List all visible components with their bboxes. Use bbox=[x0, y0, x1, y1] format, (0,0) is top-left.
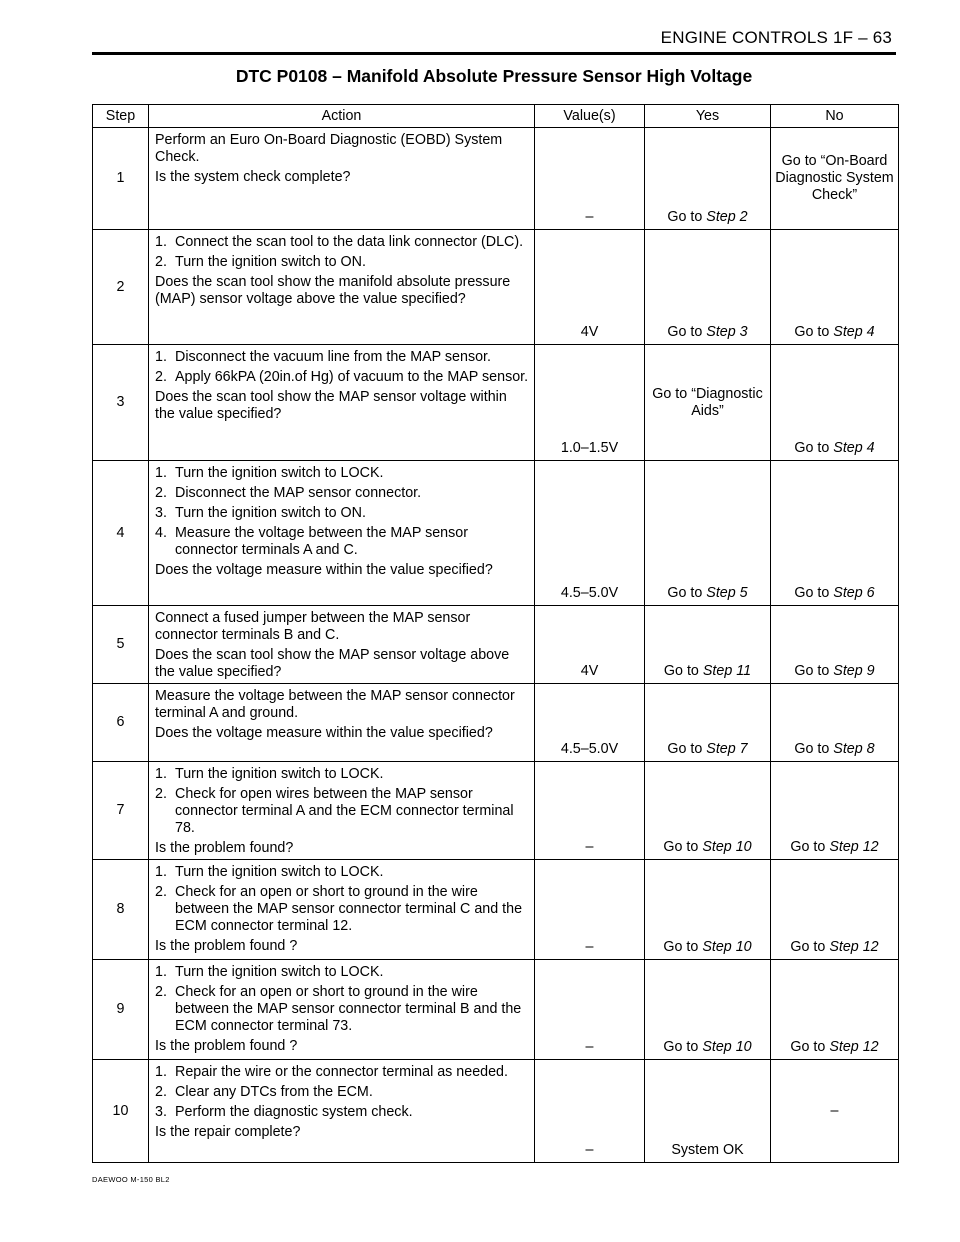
table-row bbox=[93, 230, 899, 345]
action-cell bbox=[149, 345, 535, 461]
list-item-text: Check for an open or short to ground in the wire between the MAP sensor connector terminal B and the ECM connector terminal 73. bbox=[175, 984, 522, 1034]
action-list bbox=[155, 465, 530, 559]
no-text: Go to “On-Board Diagnostic System Check” bbox=[775, 153, 894, 203]
action-list bbox=[155, 964, 530, 1035]
goto-prefix: Go to bbox=[794, 663, 834, 679]
list-item bbox=[155, 349, 530, 366]
table-row bbox=[93, 1060, 899, 1163]
section-header: ENGINE CONTROLS 1F – 63 bbox=[660, 28, 892, 47]
no-cell bbox=[771, 960, 899, 1060]
goto-prefix: Go to bbox=[790, 1039, 830, 1055]
no-cell bbox=[771, 128, 899, 230]
list-item-text: Turn the ignition switch to LOCK. bbox=[175, 465, 384, 481]
list-item-text: Turn the ignition switch to ON. bbox=[175, 505, 366, 521]
action-text: Does the scan tool show the MAP sensor voltage within the value specified? bbox=[155, 389, 507, 422]
step-reference-link[interactable]: Step 8 bbox=[833, 741, 875, 757]
action-text: Connect a fused jumper between the MAP sensor connector terminals B and C. bbox=[155, 610, 471, 643]
action-text: Does the voltage measure within the value specified? bbox=[155, 725, 493, 741]
list-item bbox=[155, 786, 530, 837]
step-number: 1 bbox=[93, 128, 149, 230]
list-item-number: 2. bbox=[155, 485, 167, 501]
table-body bbox=[93, 128, 899, 1163]
table-row bbox=[93, 345, 899, 461]
no-cell bbox=[771, 762, 899, 860]
no-cell bbox=[771, 345, 899, 461]
column-header-yes: Yes bbox=[645, 105, 771, 128]
list-item-number: 2. bbox=[155, 254, 167, 270]
list-item bbox=[155, 505, 530, 522]
list-item-text: Check for open wires between the MAP sensor connector terminal A and the ECM connector terminal 78. bbox=[175, 786, 514, 836]
table-row bbox=[93, 684, 899, 762]
list-item bbox=[155, 465, 530, 482]
step-reference-link[interactable]: Step 2 bbox=[706, 209, 748, 225]
no-cell bbox=[771, 230, 899, 345]
goto-prefix: Go to bbox=[663, 1039, 703, 1055]
list-item bbox=[155, 1104, 530, 1121]
step-reference-link[interactable]: Step 3 bbox=[706, 324, 748, 340]
yes-cell bbox=[645, 762, 771, 860]
step-reference-link[interactable]: Step 12 bbox=[829, 1039, 879, 1055]
step-reference-link[interactable]: Step 12 bbox=[829, 839, 879, 855]
goto-prefix: Go to bbox=[790, 939, 830, 955]
action-cell bbox=[149, 1060, 535, 1163]
action-cell bbox=[149, 860, 535, 960]
list-item-text: Repair the wire or the connector terminal as needed. bbox=[175, 1064, 508, 1080]
table-row bbox=[93, 762, 899, 860]
list-item-text: Turn the ignition switch to LOCK. bbox=[175, 766, 384, 782]
step-reference-link[interactable]: Step 12 bbox=[829, 939, 879, 955]
goto-prefix: Go to bbox=[794, 440, 834, 456]
list-item-number: 1. bbox=[155, 234, 167, 250]
action-list bbox=[155, 864, 530, 935]
list-item-text: Disconnect the vacuum line from the MAP sensor. bbox=[175, 349, 492, 365]
step-number: 8 bbox=[93, 860, 149, 960]
action-cell bbox=[149, 230, 535, 345]
step-number: 10 bbox=[93, 1060, 149, 1163]
step-number: 6 bbox=[93, 684, 149, 762]
step-reference-link[interactable]: Step 11 bbox=[702, 663, 752, 679]
list-item-text: Turn the ignition switch to LOCK. bbox=[175, 864, 384, 880]
yes-text: Go to “Diagnostic Aids” bbox=[652, 385, 763, 419]
action-text: Is the problem found ? bbox=[155, 1038, 298, 1054]
list-item-number: 1. bbox=[155, 964, 167, 980]
value-cell: – bbox=[535, 1060, 645, 1163]
list-item bbox=[155, 485, 530, 502]
goto-prefix: Go to bbox=[794, 741, 834, 757]
goto-prefix: Go to bbox=[794, 324, 834, 340]
yes-cell bbox=[645, 461, 771, 606]
yes-cell bbox=[645, 345, 771, 461]
list-item-number: 1. bbox=[155, 864, 167, 880]
step-number: 4 bbox=[93, 461, 149, 606]
list-item-number: 2. bbox=[155, 1084, 167, 1100]
list-item bbox=[155, 964, 530, 981]
list-item-text: Check for an open or short to ground in the wire between the MAP sensor connector terminal C and the ECM connector terminal 12. bbox=[175, 884, 523, 934]
list-item-number: 3. bbox=[155, 505, 167, 521]
list-item bbox=[155, 234, 530, 251]
goto-prefix: Go to bbox=[667, 209, 707, 225]
list-item bbox=[155, 369, 530, 386]
yes-cell bbox=[645, 606, 771, 684]
no-cell bbox=[771, 1060, 899, 1163]
list-item-number: 2. bbox=[155, 984, 167, 1000]
column-header-no: No bbox=[771, 105, 899, 128]
list-item-number: 3. bbox=[155, 1104, 167, 1120]
action-cell bbox=[149, 960, 535, 1060]
value-cell: – bbox=[535, 128, 645, 230]
action-text: Is the problem found ? bbox=[155, 938, 298, 954]
step-reference-link[interactable]: Step 4 bbox=[833, 324, 875, 340]
step-number: 2 bbox=[93, 230, 149, 345]
step-reference-link[interactable]: Step 10 bbox=[702, 939, 752, 955]
document-title: DTC P0108 – Manifold Absolute Pressure Sensor High Voltage bbox=[235, 66, 753, 86]
action-text: Is the system check complete? bbox=[155, 169, 351, 185]
yes-cell bbox=[645, 960, 771, 1060]
value-cell: – bbox=[535, 960, 645, 1060]
step-reference-link[interactable]: Step 4 bbox=[833, 440, 875, 456]
goto-prefix: Go to bbox=[794, 585, 834, 601]
action-text: Measure the voltage between the MAP sensor connector terminal A and ground. bbox=[155, 688, 515, 721]
list-item-text: Connect the scan tool to the data link connector (DLC). bbox=[175, 234, 524, 250]
action-text: Does the scan tool show the manifold absolute pressure (MAP) sensor voltage above the value specified? bbox=[155, 274, 511, 307]
no-text: – bbox=[830, 1102, 839, 1119]
goto-prefix: Go to bbox=[790, 839, 830, 855]
step-reference-link[interactable]: Step 6 bbox=[833, 585, 875, 601]
list-item-number: 4. bbox=[155, 525, 167, 541]
list-item bbox=[155, 864, 530, 881]
list-item-text: Turn the ignition switch to LOCK. bbox=[175, 964, 384, 980]
list-item bbox=[155, 884, 530, 935]
action-text: Does the voltage measure within the value specified? bbox=[155, 562, 493, 578]
list-item-text: Apply 66kPA (20in.of Hg) of vacuum to the MAP sensor. bbox=[175, 369, 529, 385]
table-row bbox=[93, 860, 899, 960]
action-list bbox=[155, 1064, 530, 1121]
action-cell bbox=[149, 762, 535, 860]
list-item-text: Disconnect the MAP sensor connector. bbox=[175, 485, 422, 501]
goto-prefix: Go to bbox=[663, 939, 703, 955]
list-item-number: 1. bbox=[155, 1064, 167, 1080]
goto-prefix: Go to bbox=[667, 324, 707, 340]
goto-prefix: Go to bbox=[667, 585, 707, 601]
step-reference-link[interactable]: Step 5 bbox=[706, 585, 748, 601]
action-cell bbox=[149, 128, 535, 230]
yes-cell bbox=[645, 1060, 771, 1163]
table-row bbox=[93, 960, 899, 1060]
action-text: Perform an Euro On-Board Diagnostic (EOBD) System Check. bbox=[155, 132, 503, 165]
page-header bbox=[92, 26, 896, 55]
list-item bbox=[155, 525, 530, 559]
action-cell bbox=[149, 606, 535, 684]
action-text: Does the scan tool show the MAP sensor voltage above the value specified? bbox=[155, 647, 510, 680]
value-cell: – bbox=[535, 860, 645, 960]
action-text: Is the repair complete? bbox=[155, 1124, 301, 1140]
diagnostic-table bbox=[92, 104, 899, 1163]
list-item bbox=[155, 984, 530, 1035]
list-item-number: 2. bbox=[155, 786, 167, 802]
step-reference-link[interactable]: Step 10 bbox=[702, 839, 752, 855]
list-item-number: 1. bbox=[155, 349, 167, 365]
yes-cell bbox=[645, 230, 771, 345]
value-cell: – bbox=[535, 762, 645, 860]
footer-code: DAEWOO M-150 BL2 bbox=[92, 1175, 170, 1184]
step-number: 7 bbox=[93, 762, 149, 860]
action-list bbox=[155, 234, 530, 271]
column-header-step: Step bbox=[93, 105, 149, 128]
value-cell: 4.5–5.0V bbox=[535, 461, 645, 606]
table-row bbox=[93, 128, 899, 230]
step-number: 3 bbox=[93, 345, 149, 461]
table-row bbox=[93, 461, 899, 606]
list-item bbox=[155, 766, 530, 783]
list-item-number: 1. bbox=[155, 465, 167, 481]
list-item-number: 1. bbox=[155, 766, 167, 782]
action-list bbox=[155, 349, 530, 386]
step-reference-link[interactable]: Step 7 bbox=[706, 741, 748, 757]
table-row bbox=[93, 606, 899, 684]
action-cell bbox=[149, 461, 535, 606]
yes-text: System OK bbox=[671, 1142, 744, 1158]
no-cell bbox=[771, 461, 899, 606]
no-cell bbox=[771, 606, 899, 684]
action-cell bbox=[149, 684, 535, 762]
list-item-text: Clear any DTCs from the ECM. bbox=[175, 1084, 373, 1100]
list-item bbox=[155, 254, 530, 271]
goto-prefix: Go to bbox=[663, 839, 703, 855]
step-number: 9 bbox=[93, 960, 149, 1060]
step-reference-link[interactable]: Step 9 bbox=[833, 663, 875, 679]
value-cell: 4V bbox=[535, 606, 645, 684]
list-item-text: Turn the ignition switch to ON. bbox=[175, 254, 366, 270]
goto-prefix: Go to bbox=[663, 663, 703, 679]
list-item-text: Measure the voltage between the MAP sensor connector terminals A and C. bbox=[175, 525, 468, 558]
step-reference-link[interactable]: Step 10 bbox=[702, 1039, 752, 1055]
list-item bbox=[155, 1064, 530, 1081]
value-cell: 4.5–5.0V bbox=[535, 684, 645, 762]
no-cell bbox=[771, 860, 899, 960]
action-text: Is the problem found? bbox=[155, 840, 294, 856]
list-item-number: 2. bbox=[155, 884, 167, 900]
column-header-values: Value(s) bbox=[535, 105, 645, 128]
list-item-text: Perform the diagnostic system check. bbox=[175, 1104, 413, 1120]
action-list bbox=[155, 766, 530, 837]
value-cell: 1.0–1.5V bbox=[535, 345, 645, 461]
yes-cell bbox=[645, 128, 771, 230]
goto-prefix: Go to bbox=[667, 741, 707, 757]
list-item bbox=[155, 1084, 530, 1101]
step-number: 5 bbox=[93, 606, 149, 684]
no-cell bbox=[771, 684, 899, 762]
table-header-row bbox=[93, 105, 899, 128]
list-item-number: 2. bbox=[155, 369, 167, 385]
yes-cell bbox=[645, 860, 771, 960]
value-cell: 4V bbox=[535, 230, 645, 345]
yes-cell bbox=[645, 684, 771, 762]
column-header-action: Action bbox=[149, 105, 535, 128]
